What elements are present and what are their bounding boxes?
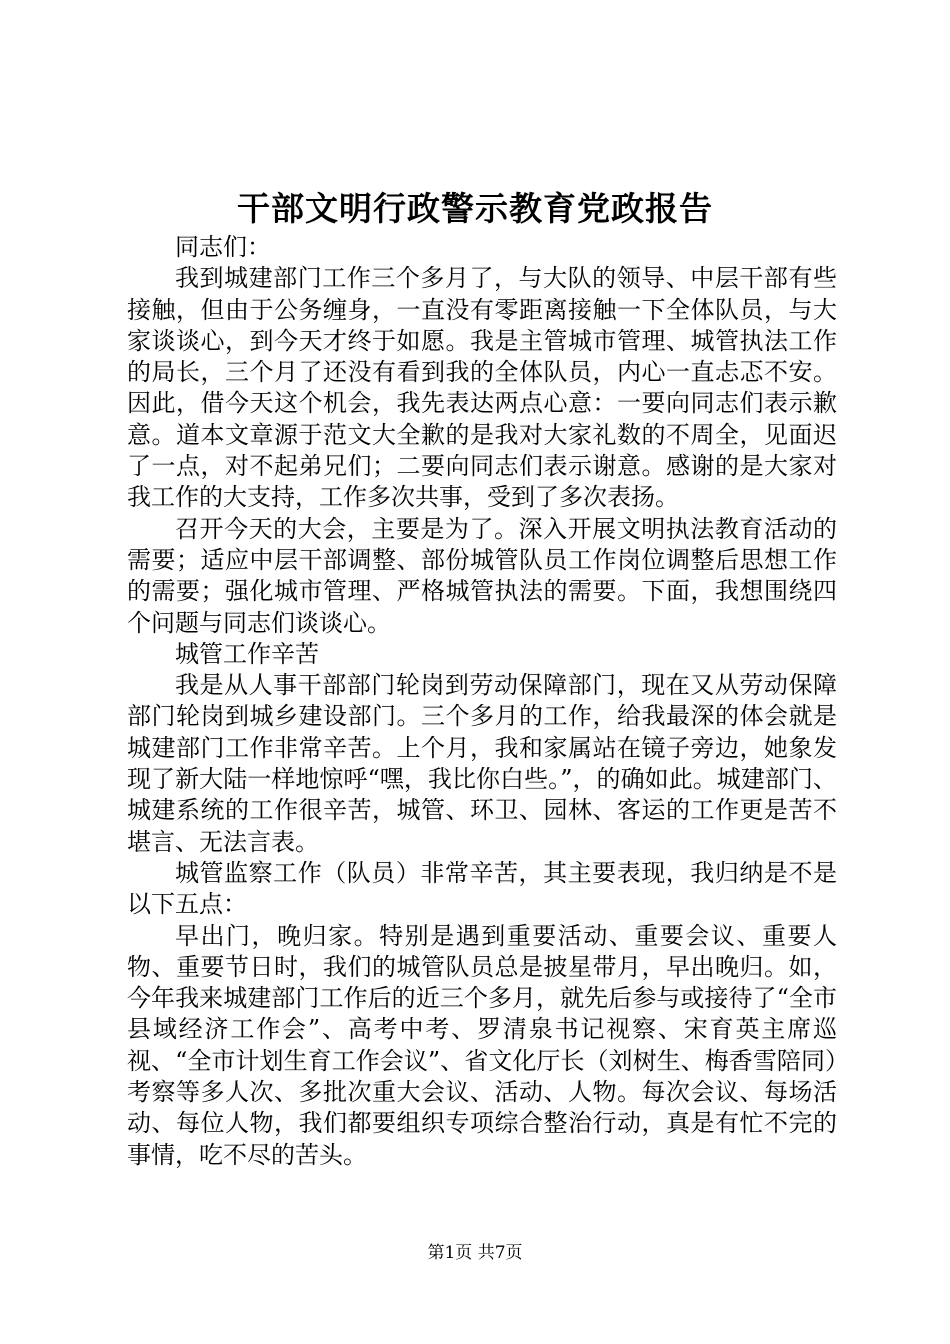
paragraph-salutation: 同志们： <box>175 233 271 261</box>
paragraph-hardship-intro: 城管监察工作（队员）非常辛苦，其主要表现，我归纳是不是以下五点： <box>127 858 837 919</box>
document-title: 干部文明行政警示教育党政报告 <box>237 189 713 228</box>
section-heading: 城管工作辛苦 <box>175 639 319 668</box>
paragraph-opening: 我到城建部门工作三个多月了，与大队的领导、中层干部有些接触，但由于公务缠身，一直没有零距离接触一下全体队员，与大家谈谈心，到今天才终于如愿。我是主管城市管理、城管执法工作的局长，三个月了还没有看到我的全体队员，内心一直忐忑不安。因此，借今天这个机会，我先表达两点心意：一要向同志们表示歉意。道本文章源于范文大全歉的是我对大家礼数的不周全，见面迟了一点，对不起弟兄们；二要向同志们表示谢意。感谢的是大家对我工作的大支持，工作多次共事，受到了多次表扬。 <box>127 264 837 512</box>
document-body <box>127 232 837 1171</box>
paragraph-meeting-purpose: 召开今天的大会，主要是为了。深入开展文明执法教育活动的需要；适应中层干部调整、部份城管队员工作岗位调整后思想工作的需要；强化城市管理、严格城管执法的需要。下面，我想围绕四个问题与同志们谈谈心。 <box>127 514 837 637</box>
page-number-footer: 第1页 共7页 <box>427 1243 523 1263</box>
paragraph-early-late: 早出门，晚归家。特别是遇到重要活动、重要会议、重要人物、重要节日时，我们的城管队员总是披星带月，早出晚归。如，今年我来城建部门工作后的近三个多月，就先后参与或接待了“全市县域经济工作会”、高考中考、罗清泉书记视察、宋育英主席巡视、“全市计划生育工作会议”、省文化厅长（刘树生、梅香雪陪同）考察等多人次、多批次重大会议、活动、人物。每次会议、每场活动、每位人物，我们都要组织专项综合整治行动，真是有忙不完的事情，吃不尽的苦头。 <box>127 921 837 1169</box>
paragraph-experience: 我是从人事干部部门轮岗到劳动保障部门，现在又从劳动保障部门轮岗到城乡建设部门。三个多月的工作，给我最深的体会就是城建部门工作非常辛苦。上个月，我和家属站在镜子旁边，她象发现了新大陆一样地惊呼“嘿，我比你白些。”，的确如此。城建部门、城建系统的工作很辛苦，城管、环卫、园林、客运的工作更是苦不堪言、无法言表。 <box>127 671 837 856</box>
